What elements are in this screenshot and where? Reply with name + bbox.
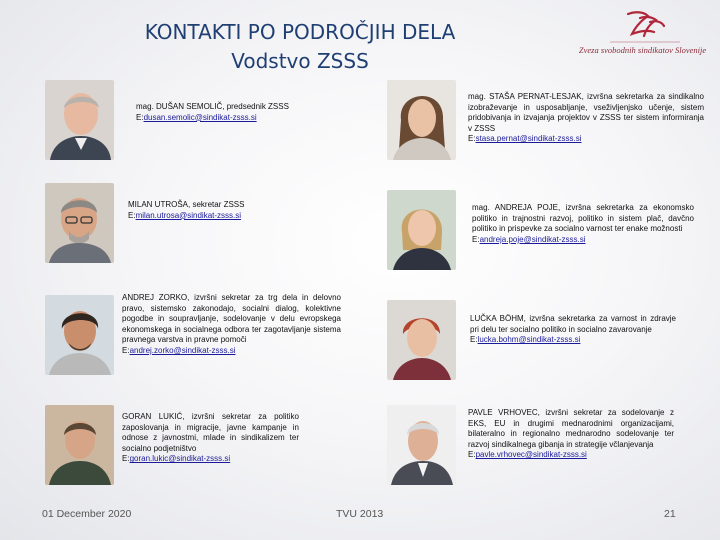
- footer-date: 01 December 2020: [42, 508, 132, 520]
- email-link[interactable]: goran.lukic@sindikat-zsss.si: [129, 454, 231, 464]
- contact-pavle-vrhovec: [468, 408, 674, 461]
- contact-description: GORAN LUKIĆ, izvršni sekretar za politiko zaposlovanja in migracije, javne kampanje in odnose z javnostmi, mlade in sindikalizem ter socialno podjetništvo: [122, 412, 299, 453]
- page-number: 21: [664, 508, 676, 520]
- email-prefix: E:: [128, 210, 136, 220]
- contact-description: LUČKA BÖHM, izvršna sekretarka za varnost in zdravje pri delu ter socialno politiko in socialno zavarovanje: [470, 314, 676, 334]
- contact-email-line: [122, 346, 341, 357]
- photo-lucka-bohm: [387, 300, 456, 380]
- photo-dusan-semolic: [45, 80, 114, 160]
- contact-email-line: [122, 454, 299, 465]
- zsss-logo-icon: [570, 8, 715, 46]
- photo-goran-lukic: [45, 405, 114, 485]
- contact-email-line: [470, 335, 676, 346]
- contact-goran-lukic: [122, 412, 299, 465]
- logo-text: Zveza svobodnih sindikatov Slovenije: [578, 45, 707, 55]
- photo-milan-utrosa: [45, 183, 114, 263]
- email-link[interactable]: pavle.vrhovec@sindikat-zsss.si: [475, 450, 587, 460]
- contact-email-line: [468, 134, 704, 145]
- title-line-1: KONTAKTI PO PODROČJIH DELA: [144, 20, 456, 44]
- email-link[interactable]: andrej.zorko@sindikat-zsss.si: [129, 345, 236, 355]
- contact-andreja-poje: [472, 203, 694, 245]
- contact-description: mag. ANDREJA POJE, izvršna sekretarka za ekonomsko politiko in trajnostni razvoj, politiko in sistem plač, davčno politiko in prispevke za socialno varnost ter enake možnosti: [472, 203, 694, 234]
- contact-description: MILAN UTROŠA, sekretar ZSSS: [128, 200, 245, 209]
- footer-center-text: TVU 2013: [336, 508, 384, 520]
- page-title: [110, 18, 490, 76]
- email-prefix: E:: [122, 345, 130, 355]
- contact-email-line: [472, 235, 694, 246]
- email-prefix: E:: [468, 134, 476, 144]
- photo-andreja-poje: [387, 190, 456, 270]
- contact-description: mag. STAŠA PERNAT-LESJAK, izvršna sekretarka za sindikalno izobraževanje in usposabljanje, vseživljenjsko učenje, sistem pridobivanja in izvajanja projektov v ZSSS ter sistem informiranja v ZSSS: [468, 92, 704, 133]
- contact-andrej-zorko: [122, 293, 341, 357]
- contact-email-line: [468, 450, 674, 461]
- email-link[interactable]: dusan.semolic@sindikat-zsss.si: [143, 112, 257, 122]
- contact-email-line: [128, 211, 346, 222]
- photo-andrej-zorko: [45, 295, 114, 375]
- email-link[interactable]: stasa.pernat@sindikat-zsss.si: [475, 134, 582, 144]
- contact-description: mag. DUŠAN SEMOLIČ, predsednik ZSSS: [136, 102, 289, 111]
- contact-description: PAVLE VRHOVEC, izvršni sekretar za sodelovanje z EKS, EU in drugimi mednarodnimi organizacijami, bilateralno in regionalno mednarodno sodelovanje ter razvoj sindikalnega gibanja in strategije včlanjevanja: [468, 408, 674, 449]
- email-prefix: E:: [472, 234, 480, 244]
- email-prefix: E:: [136, 112, 144, 122]
- email-link[interactable]: andreja.poje@sindikat-zsss.si: [479, 234, 586, 244]
- contact-email-line: [136, 113, 346, 124]
- contact-dusan-semolic: [136, 102, 346, 123]
- contact-stasa-pernat-lesjak: [468, 92, 704, 145]
- contact-lucka-bohm: [470, 314, 676, 346]
- zsss-logo: [570, 8, 715, 58]
- photo-stasa-pernat-lesjak: [387, 80, 456, 160]
- title-line-2: Vodstvo ZSSS: [231, 49, 369, 73]
- photo-pavle-vrhovec: [387, 405, 456, 485]
- contact-milan-utrosa: [128, 200, 346, 221]
- contact-description: ANDREJ ZORKO, izvršni sekretar za trg dela in delovno pravo, sistemsko zakonodajo, socialni dialog, kolektivne pogodbe in soupravljanje, sodelovanje v delu evropskega ekonomskega in socialnega odbora ter zagotavljanje sistema pravnega varstva in pravne pomoči: [122, 293, 341, 345]
- email-prefix: E:: [122, 454, 130, 464]
- email-prefix: E:: [470, 335, 478, 345]
- email-link[interactable]: lucka.bohm@sindikat-zsss.si: [477, 335, 581, 345]
- email-prefix: E:: [468, 450, 476, 460]
- email-link[interactable]: milan.utrosa@sindikat-zsss.si: [135, 210, 242, 220]
